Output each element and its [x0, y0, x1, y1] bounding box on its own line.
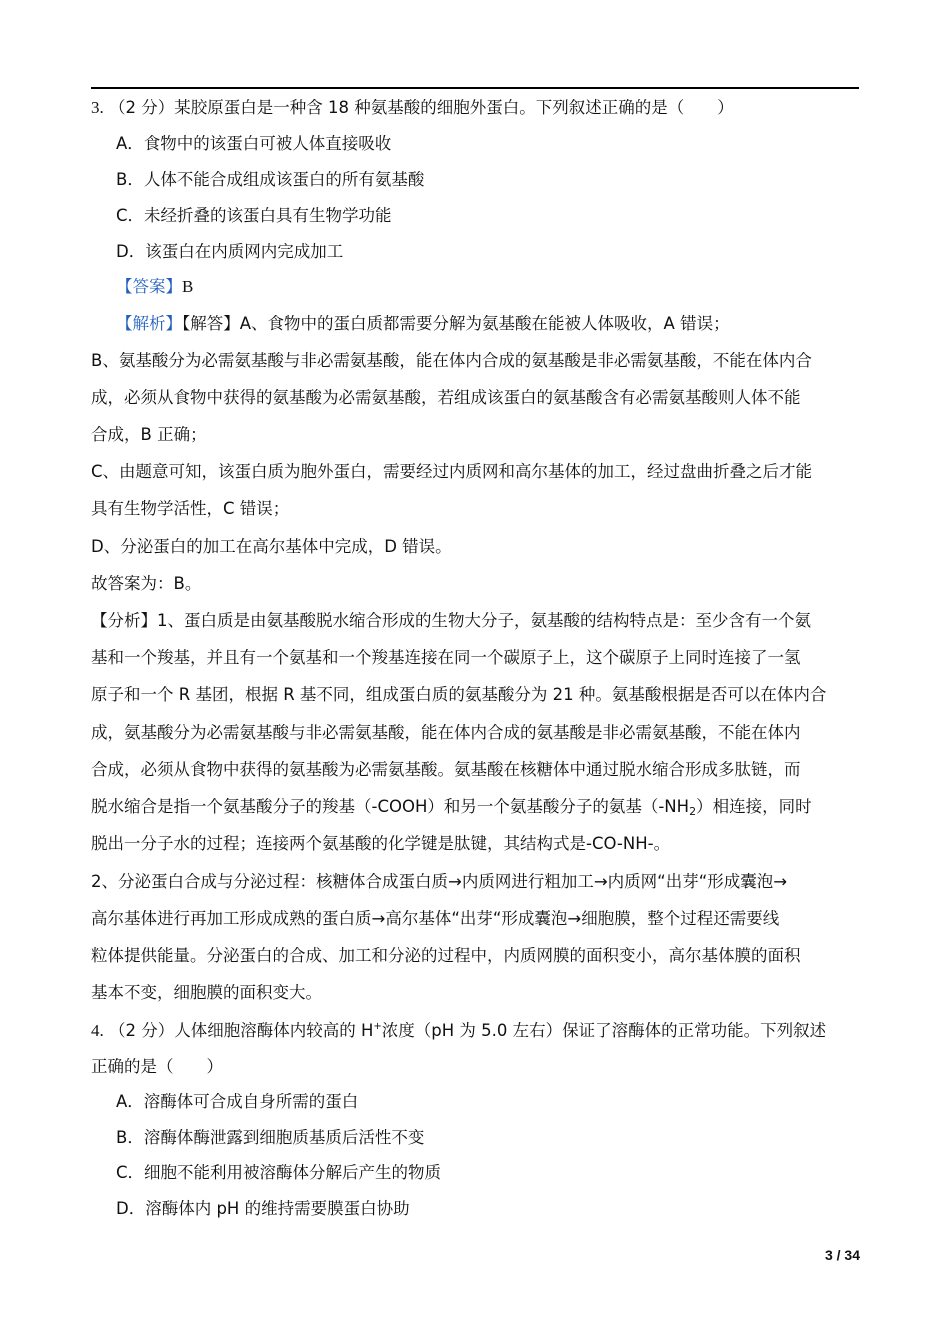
subscript: 2	[689, 805, 697, 818]
question-text: 人体细胞溶酶体内较高的 H	[174, 1021, 374, 1040]
option-b: B．人体不能合成组成该蛋白的所有氨基酸	[116, 170, 425, 189]
option-b: B．溶酶体酶泄露到细胞质基质后活性不变	[116, 1128, 425, 1147]
analysis-line: 【分析】1、蛋白质是由氨基酸脱水缩合形成的生物大分子，氨基酸的结构特点是：至少含有一个氨	[91, 611, 811, 630]
analysis-text: ）相连接，同时	[696, 797, 812, 816]
analysis-line: 基和一个羧基，并且有一个氨基和一个羧基连接在同一个碳原子上，这个碳原子上同时连接了一氢	[91, 648, 801, 667]
question-4-stem-line2: 正确的是（ ）	[91, 1057, 223, 1076]
analysis-text: 脱水缩合是指一个氨基酸分子的羧基（-COOH）和另一个氨基酸分子的氨基（-NH	[91, 797, 690, 816]
question-points: （2 分）	[109, 98, 175, 117]
analysis-line	[91, 796, 871, 818]
explanation-line: C、由题意可知，该蛋白质为胞外蛋白，需要经过内质网和高尔基体的加工，经过盘曲折叠之后才能	[91, 462, 813, 481]
option-a: A．食物中的该蛋白可被人体直接吸收	[116, 134, 392, 153]
analysis-line: 脱出一分子水的过程；连接两个氨基酸的化学键是肽键，其结构式是-CO-NH-。	[91, 834, 671, 853]
question-4-stem	[91, 1020, 871, 1042]
option-c: C．未经折叠的该蛋白具有生物学功能	[116, 206, 392, 225]
analysis-line: 高尔基体进行再加工形成成熟的蛋白质→高尔基体“出芽“形成囊泡→细胞膜，整个过程还需要线	[91, 909, 780, 928]
question-points: （2 分）	[109, 1021, 175, 1040]
question-text: 浓度（pH 为 5.0 左右）保证了溶酶体的正常功能。下列叙述	[381, 1021, 827, 1040]
header-rule	[91, 87, 859, 89]
analysis-line: 粒体提供能量。分泌蛋白的合成、加工和分泌的过程中，内质网膜的面积变小，高尔基体膜的面积	[91, 946, 801, 965]
explanation-line: 具有生物学活性，C 错误；	[91, 499, 290, 518]
explanation-line: 成，必须从食物中获得的氨基酸为必需氨基酸，若组成该蛋白的氨基酸含有必需氨基酸则人体不能	[91, 388, 801, 407]
explanation-line: D、分泌蛋白的加工在高尔基体中完成，D 错误。	[91, 537, 452, 556]
superscript: +	[373, 1021, 382, 1032]
question-number: 4.	[91, 1021, 104, 1040]
option-d: D．溶酶体内 pH 的维持需要膜蛋白协助	[116, 1199, 410, 1218]
analysis-line: 2、分泌蛋白合成与分泌过程：核糖体合成蛋白质→内质网进行粗加工→内质网“出芽“形成囊泡→	[91, 872, 788, 891]
answer-value: B	[182, 277, 194, 296]
question-text: 某胶原蛋白是一种含 18 种氨基酸的细胞外蛋白。下列叙述正确的是（ ）	[174, 98, 734, 117]
question-3-stem	[91, 97, 871, 119]
analysis-line: 原子和一个 R 基团，根据 R 基不同，组成蛋白质的氨基酸分为 21 种。氨基酸根据是否可以在体内合	[91, 685, 827, 704]
question-number: 3.	[91, 98, 104, 117]
option-a: A．溶酶体可合成自身所需的蛋白	[116, 1092, 359, 1111]
answer-tag: 【答案】	[116, 277, 182, 296]
explanation-line: 故答案为：B。	[91, 574, 202, 593]
answer-line	[116, 276, 896, 298]
analysis-line: 合成，必须从食物中获得的氨基酸为必需氨基酸。氨基酸在核糖体中通过脱水缩合形成多肽链，而	[91, 760, 801, 779]
analysis-line: 成，氨基酸分为必需氨基酸与非必需氨基酸，能在体内合成的氨基酸是非必需氨基酸，不能在体内	[91, 723, 801, 742]
option-d: D．该蛋白在内质网内完成加工	[116, 242, 344, 261]
page-number: 3 / 34	[824, 1247, 860, 1263]
explanation-line	[116, 313, 896, 335]
explanation-line: 合成，B 正确；	[91, 425, 207, 444]
option-c: C．细胞不能利用被溶酶体分解后产生的物质	[116, 1163, 442, 1182]
explanation-line: B、氨基酸分为必需氨基酸与非必需氨基酸，能在体内合成的氨基酸是非必需氨基酸，不能在体内合	[91, 351, 812, 370]
analysis-line: 基本不变，细胞膜的面积变大。	[91, 983, 322, 1002]
analysis-tag: 【解析】	[116, 314, 182, 333]
explanation-text: 【解答】A、食物中的蛋白质都需要分解为氨基酸在能被人体吸收，A 错误；	[182, 314, 730, 333]
